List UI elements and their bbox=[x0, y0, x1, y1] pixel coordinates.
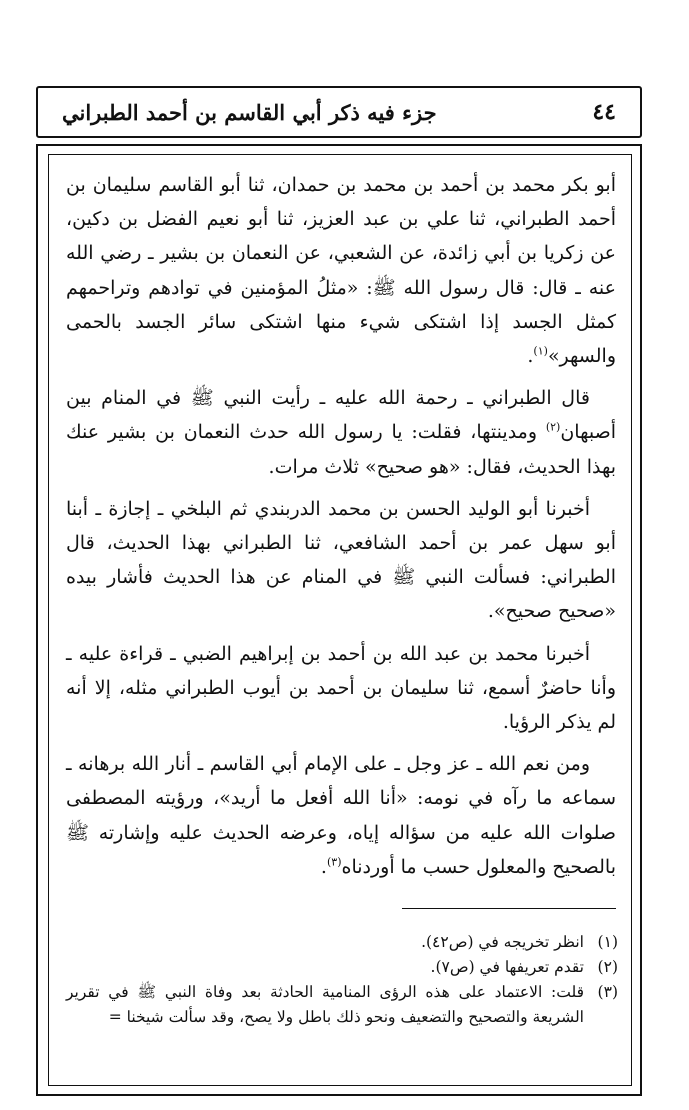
running-title: جزء فيه ذكر أبي القاسم بن أحمد الطبراني bbox=[62, 99, 437, 125]
footnote-ref-2: (٢) bbox=[545, 421, 561, 435]
footnote-1 bbox=[66, 930, 618, 955]
footnote-separator bbox=[402, 908, 616, 909]
paragraph-4: أخبرنا محمد بن عبد الله بن أحمد بن إبراهيم الضبي ـ قراءة عليه ـ وأنا حاضرٌ أسمع، ثنا سليمان بن أحمد بن أيوب الطبراني مثله، إلا أنه لم يذكر الرؤيا. bbox=[66, 642, 616, 734]
footnote-text: تقدم تعريفها في (ص٧). bbox=[430, 958, 584, 976]
main-text bbox=[66, 168, 616, 884]
paragraph-2: قال الطبراني ـ رحمة الله عليه ـ رأيت النبي ﷺ في المنام بين أصبهان$^{(٢)}$ ومدينتها، فقلت: يا رسول الله حدث النعمان بن بشير عنك بهذا الحديث، فقال: «هو صحيح» ثلاث مرات. bbox=[66, 387, 616, 478]
footnote-text: قلت: الاعتماد على هذه الرؤى المنامية الحادثة بعد وفاة النبي ﷺ في تقرير الشريعة والتصحيح والتضعيف ونحو ذلك باطل ولا يصح، وقد سألت شيخنا = bbox=[66, 983, 584, 1026]
paragraph-1: أبو بكر محمد بن أحمد بن محمد بن حمدان، ثنا أبو القاسم سليمان بن أحمد الطبراني، ثنا علي بن عبد العزيز، ثنا أبو نعيم الفضل بن دكين، عن زكريا بن أبي زائدة، عن الشعبي، عن النعمان بن بشير ـ رضي الله عنه ـ قال: قال رسول الله ﷺ: «مثلُ المؤمنين في توادهم وتراحمهم كمثل الجسد إذا اشتكى شيء منها اشتكى سائر الجسد بالحمى والسهر»$^{(١)}$. bbox=[66, 174, 616, 368]
page-header bbox=[36, 86, 642, 138]
footnotes bbox=[66, 930, 618, 1030]
footnote-text: انظر تخريجه في (ص٤٢). bbox=[421, 933, 584, 951]
footnote-ref-3: (٣) bbox=[326, 855, 342, 869]
footnote-ref-1: (١) bbox=[533, 344, 548, 358]
footnote-2 bbox=[66, 955, 618, 980]
footnote-number: (٣) bbox=[597, 983, 618, 1001]
page-number: ٤٤ bbox=[592, 99, 616, 125]
paragraph-5: ومن نعم الله ـ عز وجل ـ على الإمام أبي القاسم ـ أنار الله برهانه ـ سماعه ما رآه في نومه: «أنا الله أفعل ما أريد»، ورؤيته المصطفى صلوات الله عليه من سؤاله إياه، وعرضه الحديث عليه وإشارته ﷺ بالصحيح والمعلول حسب ما أوردناه$^{(٣)}$. bbox=[66, 753, 616, 878]
footnote-3 bbox=[66, 980, 618, 1030]
paragraph-3: أخبرنا أبو الوليد الحسن بن محمد الدربندي ثم البلخي ـ إجازة ـ أبنا أبو سهل عمر بن أحمد الشافعي، ثنا الطبراني بهذا الحديث، قال الطبراني: فسألت النبي ﷺ في المنام عن هذا الحديث فأشار بيده «صحيح صحيح». bbox=[66, 497, 616, 623]
footnote-number: (١) bbox=[597, 933, 618, 951]
footnote-number: (٢) bbox=[597, 958, 618, 976]
